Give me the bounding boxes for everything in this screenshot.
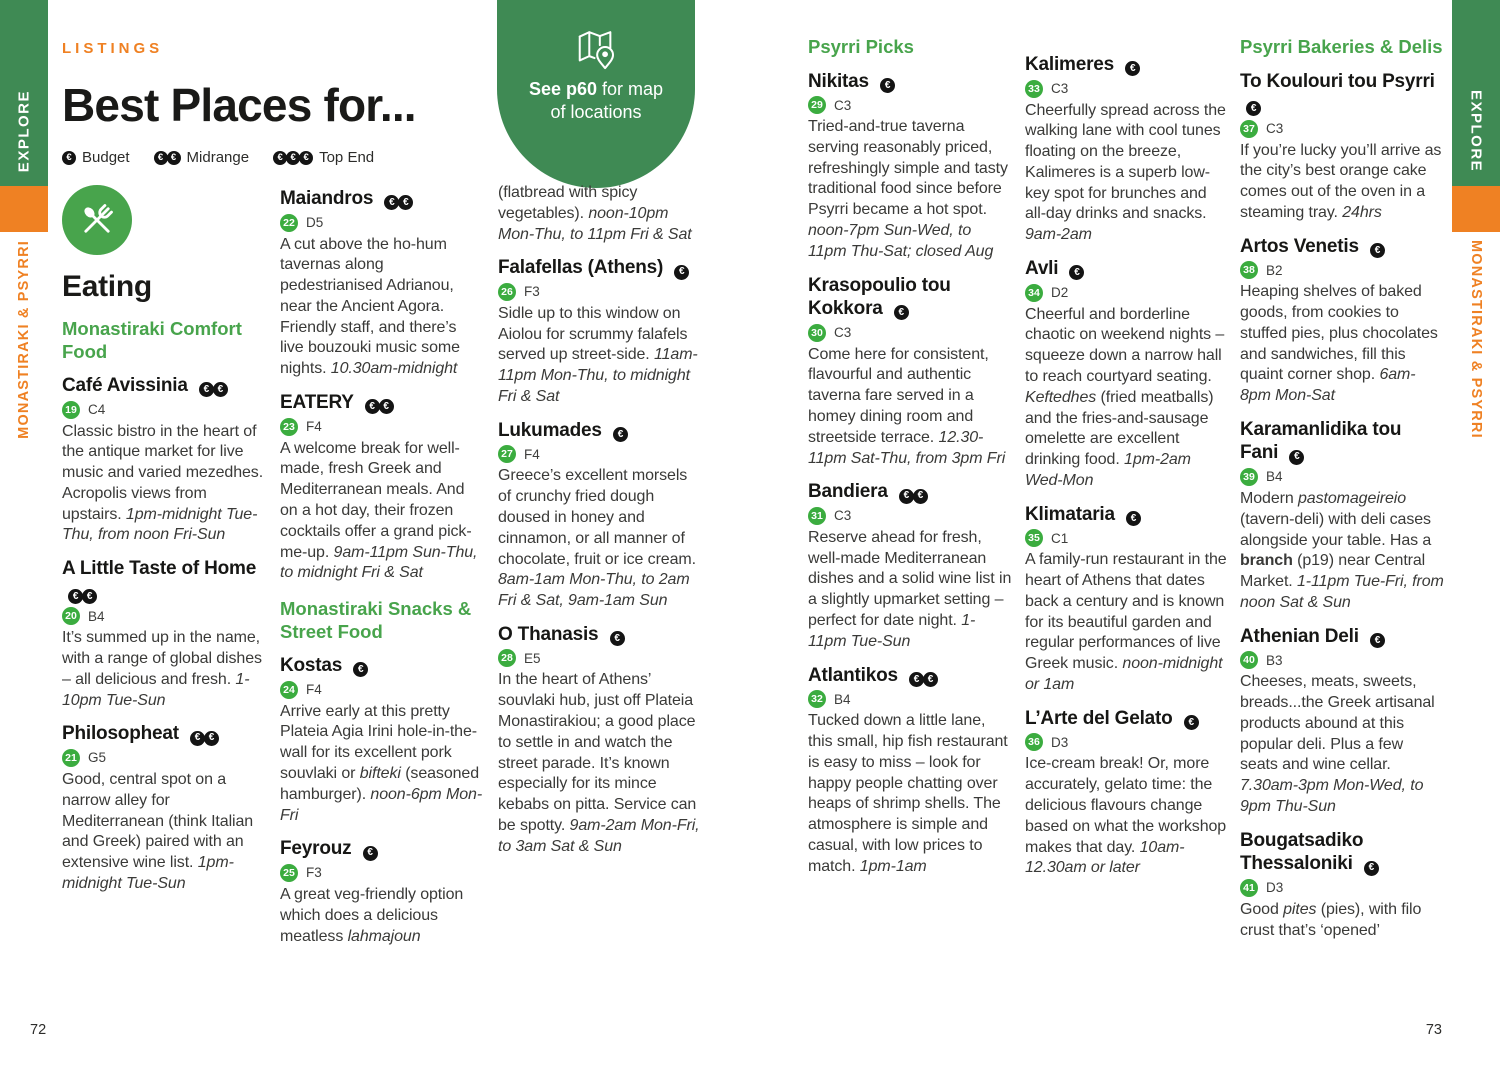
map-marker-row xyxy=(498,283,702,301)
column-3 xyxy=(498,183,702,860)
map-marker-row xyxy=(808,507,1012,525)
listing-description: Tucked down a little lane, this small, hip fish restaurant is easy to miss – look for happy people chatting over heaps of shrimp shells. The atmosphere is simple and casual, with low prices to match. 1pm-1am xyxy=(808,712,1008,875)
column-2 xyxy=(280,176,484,949)
map-marker-row xyxy=(1240,468,1444,486)
listing-description: In the heart of Athens’ souvlaki hub, just off Plateia Monastirakiou; a good place to settle in and watch the street parade. It’s known especially for its mince kebabs on pitta. Service can be spotty. 9am-2am Mon-Fri, to 3am Sat & Sun xyxy=(498,671,700,855)
price-euros xyxy=(384,195,413,210)
euro-icon: € xyxy=(167,151,181,165)
listing-title xyxy=(498,623,702,647)
map-marker: 41 xyxy=(1240,879,1258,897)
section-heading: Monastiraki Comfort Food xyxy=(62,318,242,362)
map-marker-row xyxy=(62,607,266,625)
euro-icon: € xyxy=(880,78,895,93)
listing-entry xyxy=(1025,257,1229,492)
euro-icon: € xyxy=(1125,61,1140,76)
listing-entry xyxy=(498,419,702,612)
price-euros xyxy=(199,382,228,397)
map-marker: 27 xyxy=(498,445,516,463)
grid-ref: F3 xyxy=(306,865,322,881)
map-marker: 37 xyxy=(1240,120,1258,138)
listing-entry xyxy=(498,623,702,858)
listing-title xyxy=(808,274,1012,321)
listing-entry xyxy=(808,480,1012,652)
map-marker: 20 xyxy=(62,607,80,625)
listing-title xyxy=(1025,707,1229,731)
listing-name: Artos Venetis xyxy=(1240,235,1364,257)
price-euros xyxy=(365,399,394,414)
grid-ref: D3 xyxy=(1266,880,1284,896)
price-euros xyxy=(1184,715,1199,730)
listing-title xyxy=(1025,503,1229,527)
price-euros xyxy=(1370,633,1385,648)
euro-icon: € xyxy=(894,305,909,320)
rail-right-section-label: MONASTIRAKI & PSYRRI xyxy=(1468,240,1484,439)
page-number-right: 73 xyxy=(1425,1022,1442,1038)
map-marker-row xyxy=(280,681,484,699)
map-marker: 23 xyxy=(280,418,298,436)
map-marker: 36 xyxy=(1025,733,1043,751)
grid-ref: C3 xyxy=(834,97,852,113)
listing-title xyxy=(808,480,1012,504)
listing-entry xyxy=(280,654,484,826)
map-marker-row xyxy=(1240,261,1444,279)
column-1 xyxy=(62,185,266,897)
grid-ref: F4 xyxy=(306,419,322,435)
rail-right-explore-label: EXPLORE xyxy=(1467,89,1485,172)
grid-ref: B3 xyxy=(1266,652,1283,668)
map-marker-row xyxy=(280,418,484,436)
grid-ref: C3 xyxy=(834,508,852,524)
listing-entry xyxy=(808,70,1012,263)
euro-icon: € xyxy=(204,731,219,746)
map-marker-row xyxy=(1240,651,1444,669)
listing-description: Arrive early at this pretty Plateia Agia Irini hole-in-the-wall for its excellent pork souvlaki or bifteki (seasoned hamburger). noon-6pm Mon-Fri xyxy=(280,702,483,824)
price-euros xyxy=(880,78,895,93)
grid-ref: E5 xyxy=(524,650,541,666)
map-marker-row xyxy=(280,214,484,232)
euro-icon: € xyxy=(379,399,394,414)
map-marker: 32 xyxy=(808,690,826,708)
grid-ref: F4 xyxy=(306,682,322,698)
listing-entry xyxy=(1240,70,1444,224)
grid-ref: B2 xyxy=(1266,262,1283,278)
price-euros xyxy=(674,265,689,280)
map-marker-row xyxy=(808,690,1012,708)
map-marker-row xyxy=(280,864,484,882)
euro-icon: € xyxy=(398,195,413,210)
grid-ref: B4 xyxy=(1266,469,1283,485)
listing-description: A welcome break for well-made, fresh Greek and Mediterranean meals. And on a hot day, their frozen cocktails offer a grand pick-me-up. 9am-11pm Sun-Thu, to midnight Fri & Sat xyxy=(280,439,478,582)
listing-name: Bougatsadiko Thessaloniki xyxy=(1240,829,1364,875)
listing-name: O Thanasis xyxy=(498,623,604,645)
listing-entry xyxy=(1025,503,1229,696)
listing-entry xyxy=(1240,829,1444,942)
listing-description: Greece’s excellent morsels of crunchy fried dough doused in honey and cinnamon, or all manner of chocolate, fruit or ice cream. 8am-1am Mon-Thu, to 2am Fri & Sat, 9am-1am Sun xyxy=(498,467,696,610)
listing-title xyxy=(280,391,484,415)
map-marker: 33 xyxy=(1025,80,1043,98)
grid-ref: B4 xyxy=(88,608,105,624)
map-note-line2: of locations xyxy=(550,102,642,122)
page-number-left: 72 xyxy=(30,1022,47,1038)
map-marker-row xyxy=(1240,120,1444,138)
listing-description: Good pites (pies), with filo crust that’s ‘opened’ xyxy=(1240,900,1422,939)
listing-entry xyxy=(498,256,702,407)
euro-icon: € xyxy=(384,195,399,210)
rail-left xyxy=(0,0,48,1082)
listing-entry xyxy=(62,374,266,546)
listing-description: Cheeses, meats, sweets, breads...the Greek artisanal products abound at this popular deli. Plus a few seats and wine cellar. 7.30am-3pm Mon-Wed, to 9pm Thu-Sun xyxy=(1240,673,1435,816)
map-marker: 24 xyxy=(280,681,298,699)
price-legend xyxy=(62,149,502,166)
listing-title xyxy=(280,654,484,678)
listing-description: (flatbread with spicy vegetables). noon-10pm Mon-Thu, to 11pm Fri & Sat xyxy=(498,184,692,243)
listing-title xyxy=(498,256,702,280)
price-euros xyxy=(1370,243,1385,258)
grid-ref: F3 xyxy=(524,284,540,300)
listing-entry xyxy=(62,557,266,711)
euro-icon: € xyxy=(299,151,313,165)
map-marker-row xyxy=(62,401,266,419)
page-title: Best Places for... xyxy=(62,79,416,131)
map-note xyxy=(529,78,663,124)
section-heading: Psyrri Picks xyxy=(808,36,914,57)
listing-name: Nikitas xyxy=(808,70,874,92)
listing-title xyxy=(62,374,266,398)
map-marker: 19 xyxy=(62,401,80,419)
euro-icon: € xyxy=(1184,715,1199,730)
listings-kicker: LISTINGS xyxy=(62,40,164,57)
euro-icon: € xyxy=(68,589,83,604)
listing-entry xyxy=(808,274,1012,470)
price-euros xyxy=(62,151,76,165)
listing-name: A Little Taste of Home xyxy=(62,558,257,580)
map-marker: 34 xyxy=(1025,284,1043,302)
legend-item xyxy=(154,149,250,166)
rail-right-orange-block xyxy=(1452,186,1500,232)
map-marker: 25 xyxy=(280,864,298,882)
euro-icon: € xyxy=(353,662,368,677)
euro-icon: € xyxy=(899,489,914,504)
map-marker: 22 xyxy=(280,214,298,232)
euro-icon: € xyxy=(674,265,689,280)
listing-title xyxy=(1240,235,1444,259)
listing-name: Bandiera xyxy=(808,481,893,503)
legend-item xyxy=(62,149,130,166)
listing-name: Karamanlidika tou Fani xyxy=(1240,418,1402,464)
listing-name: Klimataria xyxy=(1025,503,1120,525)
listing-title xyxy=(1025,257,1229,281)
listing-name: Lukumades xyxy=(498,419,607,441)
map-marker: 40 xyxy=(1240,651,1258,669)
grid-ref: C4 xyxy=(88,402,106,417)
euro-icon: € xyxy=(199,382,214,397)
euro-icon: € xyxy=(1126,511,1141,526)
column-5 xyxy=(1025,42,1229,881)
euro-icon: € xyxy=(1289,450,1304,465)
rail-right xyxy=(1452,0,1500,1082)
euro-icon: € xyxy=(913,489,928,504)
map-marker: 30 xyxy=(808,324,826,342)
euro-icon: € xyxy=(923,672,938,687)
listing-title xyxy=(280,837,484,861)
map-bubble xyxy=(497,0,695,188)
map-marker-row xyxy=(62,749,266,767)
listing-name: Atlantikos xyxy=(808,664,903,686)
listing-title xyxy=(808,70,1012,94)
listing-description: Cheerful and borderline chaotic on weekend nights – squeeze down a narrow hall to reach courtyard seating. Keftedhes (fried meatballs) and the fries-and-sausage omelette are excellent drinking food. 1pm-2am Wed-Mon xyxy=(1025,305,1225,489)
map-marker-row xyxy=(1240,879,1444,897)
map-marker-row xyxy=(1025,284,1229,302)
grid-ref: G5 xyxy=(88,750,107,766)
map-note-page-ref: See p60 xyxy=(528,79,597,99)
listing-entry xyxy=(280,187,484,380)
legend-item xyxy=(273,149,374,166)
listing-name: Falafellas (Athens) xyxy=(498,257,669,279)
euro-icon: € xyxy=(1069,265,1084,280)
grid-ref: D5 xyxy=(306,215,324,230)
euro-icon: € xyxy=(909,672,924,687)
grid-ref: C3 xyxy=(1266,121,1284,136)
price-euros xyxy=(909,672,938,687)
map-marker: 29 xyxy=(808,96,826,114)
listing-name: Café Avissinia xyxy=(62,375,193,396)
listing-description: If you’re lucky you’ll arrive as the city’s best orange cake comes out of the oven in a steaming tray. 24hrs xyxy=(1240,141,1442,221)
euro-icon: € xyxy=(1364,861,1379,876)
listing-title xyxy=(62,722,266,746)
grid-ref: B4 xyxy=(834,691,851,707)
price-euros xyxy=(1364,861,1379,876)
map-marker: 21 xyxy=(62,749,80,767)
legend-item-label: Budget xyxy=(82,149,130,166)
page-header xyxy=(62,40,502,166)
euro-icon: € xyxy=(154,151,168,165)
euro-icon: € xyxy=(1370,633,1385,648)
price-euros xyxy=(1125,61,1140,76)
grid-ref: C3 xyxy=(834,325,852,341)
euro-icon: € xyxy=(610,631,625,646)
listing-name: L’Arte del Gelato xyxy=(1025,707,1178,729)
price-euros xyxy=(1246,101,1261,116)
map-marker-row xyxy=(498,649,702,667)
rail-right-green-block xyxy=(1452,0,1500,186)
euro-icon: € xyxy=(363,846,378,861)
listing-name: Kalimeres xyxy=(1025,54,1120,75)
map-note-rest: for map xyxy=(597,79,664,99)
price-euros xyxy=(1289,450,1304,465)
euro-icon: € xyxy=(213,382,228,397)
listing-entry xyxy=(1025,707,1229,879)
listing-name: To Koulouri tou Psyrri xyxy=(1240,70,1435,92)
listing-title xyxy=(1240,70,1444,117)
listing-description: Classic bistro in the heart of the antique market for live music and varied mezedhes. Acropolis views from upstairs. 1pm-midnight Tue-Thu, from noon Fri-Sun xyxy=(62,422,264,544)
legend-item-label: Top End xyxy=(319,149,375,166)
listing-description: Ice-cream break! Or, more accurately, gelato time: the delicious flavours change based on what the workshop makes that day. 10am-12.30am or later xyxy=(1025,755,1227,877)
column-6 xyxy=(1240,36,1444,943)
map-marker: 39 xyxy=(1240,468,1258,486)
grid-ref: C3 xyxy=(1051,81,1069,96)
grid-ref: C1 xyxy=(1051,530,1069,546)
euro-icon: € xyxy=(1370,243,1385,258)
column-4 xyxy=(808,36,1012,880)
listing-entry xyxy=(1240,235,1444,407)
euro-icon: € xyxy=(62,151,76,165)
rail-left-explore-label: EXPLORE xyxy=(15,89,33,172)
price-euros xyxy=(1069,265,1084,280)
listing-name: Feyrouz xyxy=(280,838,357,860)
grid-ref: D2 xyxy=(1051,285,1069,301)
listing-description: Reserve ahead for fresh, well-made Mediterranean dishes and a solid wine list in a slightly upmarket setting – perfect for date night. 1-11pm Tue-Sun xyxy=(808,528,1012,650)
listing-name: Kostas xyxy=(280,655,348,677)
listing-description: Cheerfully spread across the walking lane with cool tunes floating on the breeze, Kalimeres is a superb low-key spot for brunches and all-day drinks and snacks. 9am-2am xyxy=(1025,101,1226,244)
rail-left-section-label: MONASTIRAKI & PSYRRI xyxy=(16,240,32,439)
map-marker: 26 xyxy=(498,283,516,301)
euro-icon: € xyxy=(82,589,97,604)
euro-icon: € xyxy=(613,427,628,442)
map-marker: 28 xyxy=(498,649,516,667)
legend-item-label: Midrange xyxy=(186,149,250,166)
listing-title xyxy=(62,557,266,604)
listing-entry xyxy=(280,837,484,947)
map-marker-row xyxy=(1025,733,1229,751)
map-marker: 38 xyxy=(1240,261,1258,279)
euro-icon: € xyxy=(286,151,300,165)
price-euros xyxy=(610,631,625,646)
price-euros xyxy=(894,305,909,320)
price-euros xyxy=(363,846,378,861)
listing-description: It’s summed up in the name, with a range of global dishes – all delicious and fresh. 1-10pm Tue-Sun xyxy=(62,629,262,709)
euro-icon: € xyxy=(1246,101,1261,116)
euro-icon: € xyxy=(190,731,205,746)
listing-description: Come here for consistent, flavourful and authentic taverna fare served in a homey dining room and streetside terrace. 12.30-11pm Sat-Thu, from 3pm Fri xyxy=(808,345,1006,467)
listing-title xyxy=(1240,829,1444,876)
price-euros xyxy=(353,662,368,677)
listing-entry xyxy=(62,722,266,894)
listing-entry xyxy=(808,664,1012,878)
listing-description: A family-run restaurant in the heart of Athens that dates back a century and is known for its beautiful garden and regular performances of live Greek music. noon-midnight or 1am xyxy=(1025,551,1227,694)
price-euros xyxy=(154,151,181,165)
map-marker-row xyxy=(1025,80,1229,98)
rail-left-green-block xyxy=(0,0,48,186)
listing-description: A great veg-friendly option which does a delicious meatless lahmajoun xyxy=(280,885,464,945)
map-marker-row xyxy=(808,324,1012,342)
map-pin-icon xyxy=(572,26,620,70)
map-marker: 35 xyxy=(1025,529,1043,547)
euro-icon: € xyxy=(365,399,380,414)
price-euros xyxy=(273,151,313,165)
section-heading: Psyrri Bakeries & Delis xyxy=(1240,36,1443,57)
listing-name: Athenian Deli xyxy=(1240,625,1364,647)
listing-description: Sidle up to this window on Aiolou for scrummy falafels served up street-side. 11am-11pm Mon-Thu, to midnight Fri & Sat xyxy=(498,304,698,406)
map-marker-row xyxy=(498,445,702,463)
listing-name: Maiandros xyxy=(280,188,379,209)
price-euros xyxy=(68,589,97,604)
section-heading: Monastiraki Snacks & Street Food xyxy=(280,598,472,642)
grid-ref: F4 xyxy=(524,446,540,462)
map-marker-row xyxy=(808,96,1012,114)
listing-entry xyxy=(1240,625,1444,818)
euro-icon: € xyxy=(273,151,287,165)
map-marker-row xyxy=(1025,529,1229,547)
price-euros xyxy=(613,427,628,442)
map-marker: 31 xyxy=(808,507,826,525)
fork-spoon-icon xyxy=(62,185,132,255)
listing-description: Heaping shelves of baked goods, from cookies to stuffed pies, plus chocolates and sandwiches, fill this quaint corner shop. 6am-8pm Mon-Sat xyxy=(1240,283,1438,405)
listing-name: Krasopoulio tou Kokkora xyxy=(808,274,951,320)
price-euros xyxy=(1126,511,1141,526)
grid-ref: D3 xyxy=(1051,734,1069,750)
listing-title xyxy=(280,187,484,211)
listing-entry xyxy=(280,391,484,584)
listing-description: Good, central spot on a narrow alley for Mediterranean (think Italian and Greek) paired with an extensive wine list. 1pm-midnight Tue-Sun xyxy=(62,770,254,892)
listing-description: Modern pastomageireio (tavern-deli) with deli cases alongside your table. Has a branch (p19) near Central Market. 1-11pm Tue-Fri, from noon Sat & Sun xyxy=(1240,489,1444,611)
listing-title xyxy=(808,664,1012,688)
listing-description: A cut above the ho-hum tavernas along pedestrianised Adrianou, near the Ancient Agora. Friendly staff, and there’s live bouzouki music some nights. 10.30am-midnight xyxy=(280,235,460,378)
price-euros xyxy=(899,489,928,504)
rail-left-orange-block xyxy=(0,186,48,232)
listing-name: EATERY xyxy=(280,392,359,414)
listing-title xyxy=(498,419,702,443)
chapter-heading: Eating xyxy=(62,270,152,303)
price-euros xyxy=(190,731,219,746)
listing-name: Avli xyxy=(1025,258,1064,280)
listing-title xyxy=(1025,53,1229,77)
listing-entry xyxy=(1025,53,1229,246)
listing-title xyxy=(1240,418,1444,465)
listing-description: Tried-and-true taverna serving reasonably priced, refreshingly simple and tasty traditional food since before Psyrri became a hot spot. noon-7pm Sun-Wed, to 11pm Thu-Sat; closed Aug xyxy=(808,118,1008,260)
listing-title xyxy=(1240,625,1444,649)
listing-name: Philosopheat xyxy=(62,723,184,745)
listing-entry xyxy=(1240,418,1444,614)
